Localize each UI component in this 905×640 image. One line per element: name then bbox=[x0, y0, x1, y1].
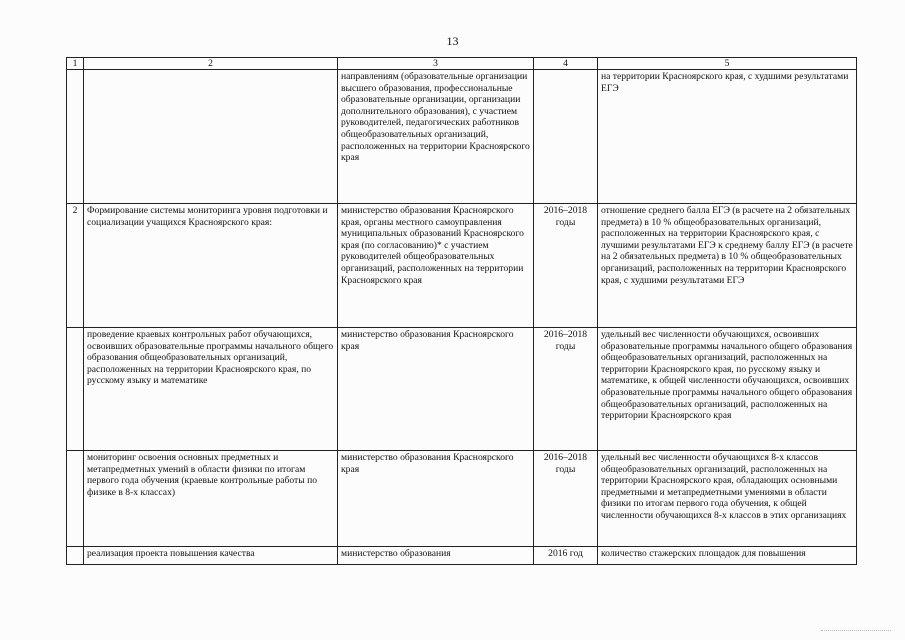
row-number bbox=[67, 328, 84, 451]
period-cell: 2016–2018 годы bbox=[534, 451, 598, 547]
indicator-cell: отношение среднего балла ЕГЭ (в расчете на 2 обязательных предмета) в 10 % общеобразовательных организаций, расположенных на территории Красноярского края, с лучшими результатами ЕГЭ к среднему баллу ЕГЭ (в расчете на 2 обязательных предмета) в 10 % общеобразовательных организаций, расположенных на территории Красноярского края, с худшими результатами ЕГЭ bbox=[598, 204, 857, 328]
event-cell bbox=[84, 70, 338, 204]
row-number: 2 bbox=[67, 204, 84, 328]
column-header-3: 3 bbox=[338, 58, 534, 70]
indicator-cell: на территории Красноярского края, с худшими результатами ЕГЭ bbox=[598, 70, 857, 204]
row-number bbox=[67, 70, 84, 204]
row-number bbox=[67, 451, 84, 547]
column-header-4: 4 bbox=[534, 58, 598, 70]
column-header-5: 5 bbox=[598, 58, 857, 70]
executor-cell: министерство образования Красноярского края bbox=[338, 451, 534, 547]
column-header-2: 2 bbox=[84, 58, 338, 70]
executor-cell: направлениям (образовательные организации высшего образования, профессиональные образовательные организации, организации дополнительного образования), с участием руководителей, педагогических работников общеобразовательных организаций, расположенных на территории Красноярского края bbox=[338, 70, 534, 204]
period-cell: 2016 год bbox=[534, 547, 598, 565]
executor-cell: министерство образования bbox=[338, 547, 534, 565]
table-header-row bbox=[67, 58, 857, 70]
period-cell bbox=[534, 70, 598, 204]
indicator-cell: удельный вес численности обучающихся 8-х классов общеобразовательных организаций, расположенных на территории Красноярского края, обладающих основными предметными и метапредметными умениями в области физики по итогам первого года обучения, к общей численности обучающихся 8-х классов в этих организациях bbox=[598, 451, 857, 547]
period-cell: 2016–2018 годы bbox=[534, 328, 598, 451]
executor-cell: министерство образования Красноярского края, органы местного самоуправления муниципальных образований Красноярского края (по согласованию)* с участием руководителей общеобразовательных организаций, расположенных на территории Красноярского края bbox=[338, 204, 534, 328]
event-cell: мониторинг освоения основных предметных и метапредметных умений в области физики по итогам первого года обучения (краевые контрольные работы по физике в 8-х классах) bbox=[84, 451, 338, 547]
executor-cell: министерство образования Красноярского края bbox=[338, 328, 534, 451]
program-table bbox=[66, 57, 857, 565]
event-cell: Формирование системы мониторинга уровня подготовки и социализации учащихся Красноярского края: bbox=[84, 204, 338, 328]
event-cell: проведение краевых контрольных работ обучающихся, освоивших образовательные программы начального общего образования общеобразовательных организаций, расположенных на территории Красноярского края, по русскому языку и математике bbox=[84, 328, 338, 451]
scan-artifact bbox=[821, 630, 891, 634]
page-number: 13 bbox=[446, 34, 459, 48]
table-row bbox=[67, 328, 857, 451]
event-cell: реализация проекта повышения качества bbox=[84, 547, 338, 565]
indicator-cell: количество стажерских площадок для повышения bbox=[598, 547, 857, 565]
column-header-1: 1 bbox=[67, 58, 84, 70]
table-row bbox=[67, 451, 857, 547]
row-number bbox=[67, 547, 84, 565]
table-row bbox=[67, 70, 857, 204]
period-cell: 2016–2018 годы bbox=[534, 204, 598, 328]
indicator-cell: удельный вес численности обучающихся, освоивших образовательные программы начального общего образования общеобразовательных организаций, расположенных на территории Красноярского края, по русскому языку и математике, к общей численности обучающихся, освоивших образовательные программы начального общего образования общеобразовательных организаций, расположенных на территории Красноярского края bbox=[598, 328, 857, 451]
table-row bbox=[67, 204, 857, 328]
table-row bbox=[67, 547, 857, 565]
